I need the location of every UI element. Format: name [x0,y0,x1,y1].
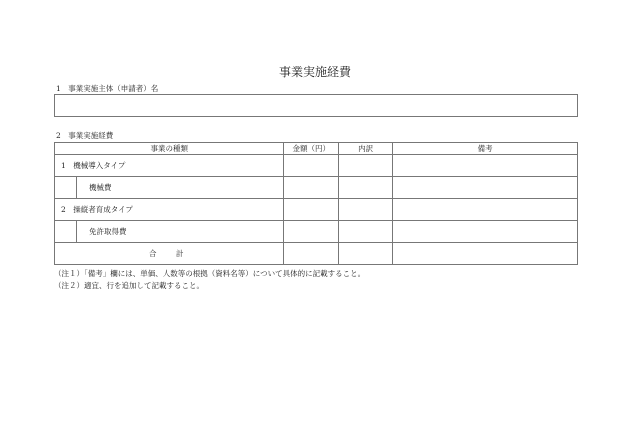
breakdown-cell[interactable] [339,243,393,265]
remarks-cell[interactable] [393,155,578,177]
header-remarks: 備考 [393,143,578,155]
amount-cell[interactable] [284,221,339,243]
remarks-cell[interactable] [393,177,578,199]
page-title: 事業実施経費 [278,65,351,79]
item-machine-cost: 機械費 [89,183,112,192]
table-row [55,221,578,243]
total-label: 合 計 [55,243,284,265]
table-row [55,177,578,199]
note-2: （注２）適宜、行を追加して記載すること。 [54,281,204,290]
breakdown-cell[interactable] [339,155,393,177]
header-type: 事業の種類 [55,143,284,155]
note-1: （注１）「備考」欄には、単価、人数等の根拠（資料名等）について具体的に記載すること。 [54,269,366,278]
item-license-cost: 免許取得費 [89,227,127,236]
category-machine-intro: 1 機械導入タイプ [55,155,284,177]
table-header-row [55,143,578,155]
applicant-name-field[interactable] [54,94,578,117]
section1-label: 1 事業実施主体（申請者）名 [56,84,159,93]
breakdown-cell[interactable] [339,177,393,199]
remarks-cell[interactable] [393,221,578,243]
total-row [55,243,578,265]
expense-table [54,142,578,265]
breakdown-cell[interactable] [339,199,393,221]
amount-cell[interactable] [284,155,339,177]
table-row [55,199,578,221]
remarks-cell[interactable] [393,199,578,221]
remarks-cell[interactable] [393,243,578,265]
amount-cell[interactable] [284,177,339,199]
section2-label: 2 事業実施経費 [56,131,114,140]
amount-cell[interactable] [284,199,339,221]
amount-cell[interactable] [284,243,339,265]
header-amount: 金額（円） [284,143,339,155]
category-operator-training: 2 操縦者育成タイプ [55,199,284,221]
breakdown-cell[interactable] [339,221,393,243]
header-breakdown: 内訳 [339,143,393,155]
table-row [55,155,578,177]
